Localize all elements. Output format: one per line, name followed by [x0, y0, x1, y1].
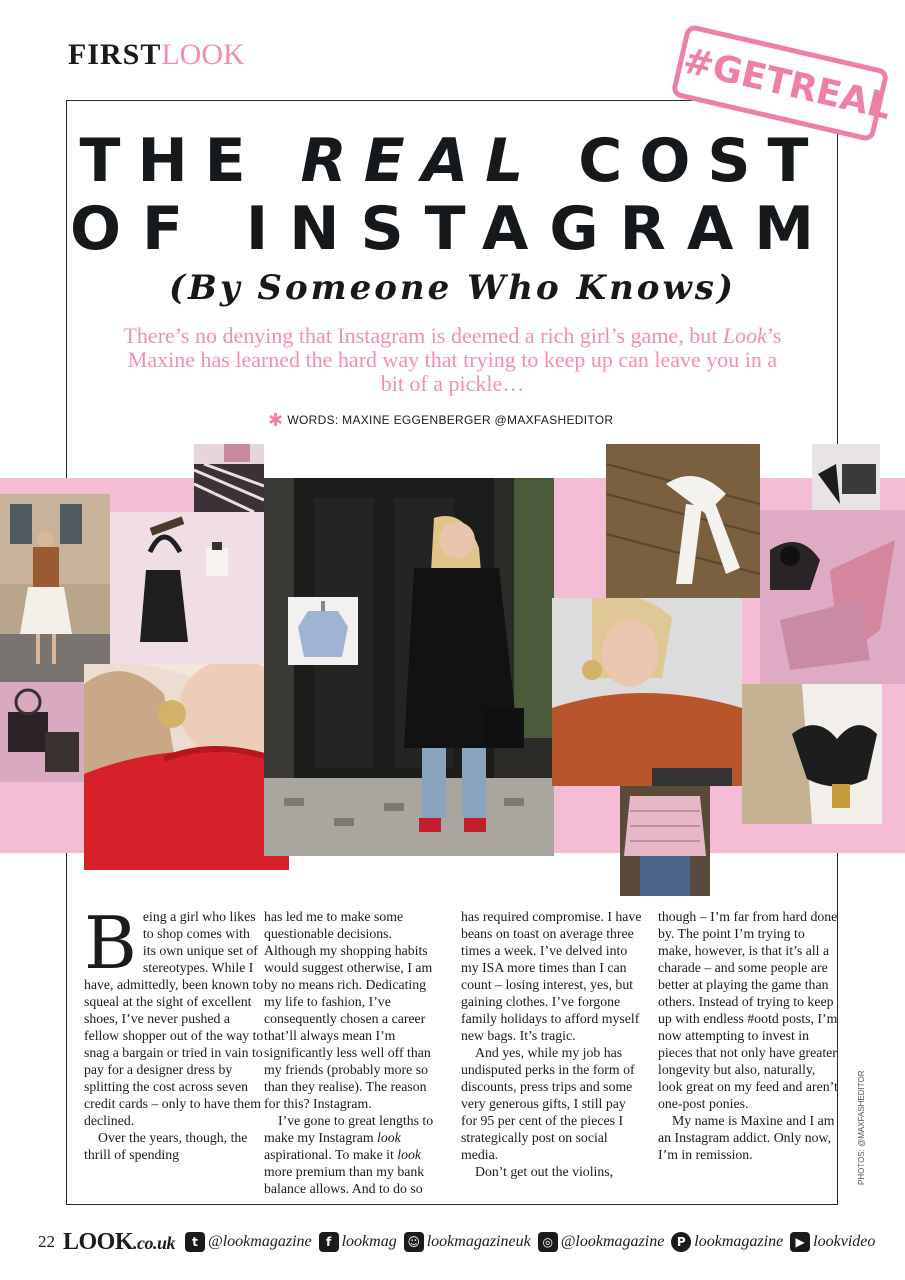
photo-black-bag — [110, 512, 264, 664]
column-3-paragraph-2: And yes, while my job has undisputed perks in the form of discounts, press trips and some very generous gifts, I still pay for 95 per cent of the pieces I strategically post on social media. — [461, 1045, 635, 1162]
column-2-paragraph-2: I’ve gone to great lengths to make my Instagram look aspirational. To make it look more premium than my bank balance allows. And to do so — [264, 1113, 434, 1196]
section-label-look: LOOK — [161, 38, 245, 71]
column-4-paragraph-1: though – I’m far from hard done by. The point I’m trying to make, however, is that it’s all a charade – and some people are better at playing the game than others. Instead of trying to keep up with endless #ootd posts, I’m now attempting to invest in pieces that not only have greater longevity but also, naturally, look great on my feed and aren’t one-post ponies. — [658, 909, 838, 1111]
photo-red-top-earring — [84, 664, 289, 870]
photo-pink-heels — [760, 510, 905, 684]
twitter-icon: t — [185, 1232, 205, 1252]
snapchat-icon: ☺ — [404, 1232, 424, 1252]
article-column-1 — [84, 901, 266, 1163]
headline-real: REAL — [300, 126, 541, 196]
standfirst: There’s no denying that Instagram is deemed a rich girl’s game, but Look’s Maxine has learned the hard way that trying to keep up can leave you in a bit of a pickle… — [123, 323, 782, 396]
drop-cap: B — [84, 901, 137, 985]
headline-line-1: THE REAL COST — [79, 126, 826, 196]
social-facebook[interactable]: f lookmag — [319, 1232, 397, 1252]
social-instagram[interactable]: ◎ @lookmagazine — [538, 1232, 665, 1252]
social-snapchat[interactable]: ☺ lookmagazineuk — [404, 1232, 531, 1252]
photo-lace-bra — [742, 684, 882, 824]
section-label — [68, 38, 245, 72]
asterisk-icon: ✱ — [268, 410, 284, 430]
headline-line-2: OF INSTAGRAM — [70, 194, 835, 264]
page-footer — [38, 1228, 898, 1256]
photo-pink-bags — [0, 682, 84, 782]
photo-heels-top — [812, 444, 880, 510]
section-label-first: FIRST — [68, 38, 162, 71]
facebook-icon: f — [319, 1232, 339, 1252]
photo-credit: PHOTOS: @MAXFASHEDITOR — [857, 1070, 866, 1185]
social-youtube[interactable]: ▶ lookvideo — [790, 1232, 875, 1252]
article-column-3 — [461, 908, 643, 1180]
column-1-paragraph-2: Over the years, though, the thrill of spending — [84, 1130, 248, 1162]
photo-blue-shirt — [288, 597, 358, 665]
youtube-icon: ▶ — [790, 1232, 810, 1252]
social-twitter[interactable]: t @lookmagazine — [185, 1232, 312, 1252]
column-1-paragraph-1: eing a girl who likes to shop comes with its own unique set of stereotypes. While I have, admittedly, been known to squeal at the sight of excellent shoes, I’ve never pushed a fellow shopper out of the way to snag a bargain or tried in vain to pay for a designer dress by splitting the cost across seven credit cards – only to have them declined. — [84, 909, 264, 1128]
column-3-paragraph-3: Don’t get out the violins, — [475, 1164, 614, 1179]
getreal-stamp: #GETREAL — [670, 24, 889, 143]
page-number: 22 — [38, 1232, 55, 1251]
photo-rust-tee — [552, 598, 742, 786]
subheadline: (By Someone Who Knows) — [169, 268, 736, 308]
social-pinterest[interactable]: P lookmagazine — [671, 1232, 783, 1252]
site-url[interactable]: LOOK.co.uk — [63, 1228, 176, 1255]
photo-pink-knit — [620, 786, 710, 896]
instagram-icon: ◎ — [538, 1232, 558, 1252]
column-2-paragraph-1: has led me to make some questionable decisions. Although my shopping habits would suggest otherwise, I am by no means rich. Dedicating my life to fashion, I’ve consequently chosen a career that’ll always mean I’m significantly less well off than my friends (probably more so than they realise). The reason for this? Instagram. — [264, 909, 433, 1111]
byline: ✱ WORDS: MAXINE EGGENBERGER @MAXFASHEDITOR — [268, 410, 614, 430]
article-column-4 — [658, 908, 840, 1163]
column-4-paragraph-2: My name is Maxine and I am an Instagram addict. Only now, I’m in remission. — [658, 1113, 835, 1162]
photo-street-outfit — [0, 494, 110, 682]
photo-striped-bag — [194, 444, 264, 512]
article-column-2 — [264, 908, 446, 1197]
column-3-paragraph-1: has required compromise. I have beans on toast on average three times a week. I’ve delved into my ISA more times than I can count – losing interest, yes, but gaining clothes. I’ve forgone family holidays to afford myself new bags. It’s tragic. — [461, 909, 642, 1043]
photo-black-coat-main — [264, 478, 554, 856]
photo-chanel-hair-bow — [606, 444, 760, 598]
pinterest-icon: P — [671, 1232, 691, 1252]
